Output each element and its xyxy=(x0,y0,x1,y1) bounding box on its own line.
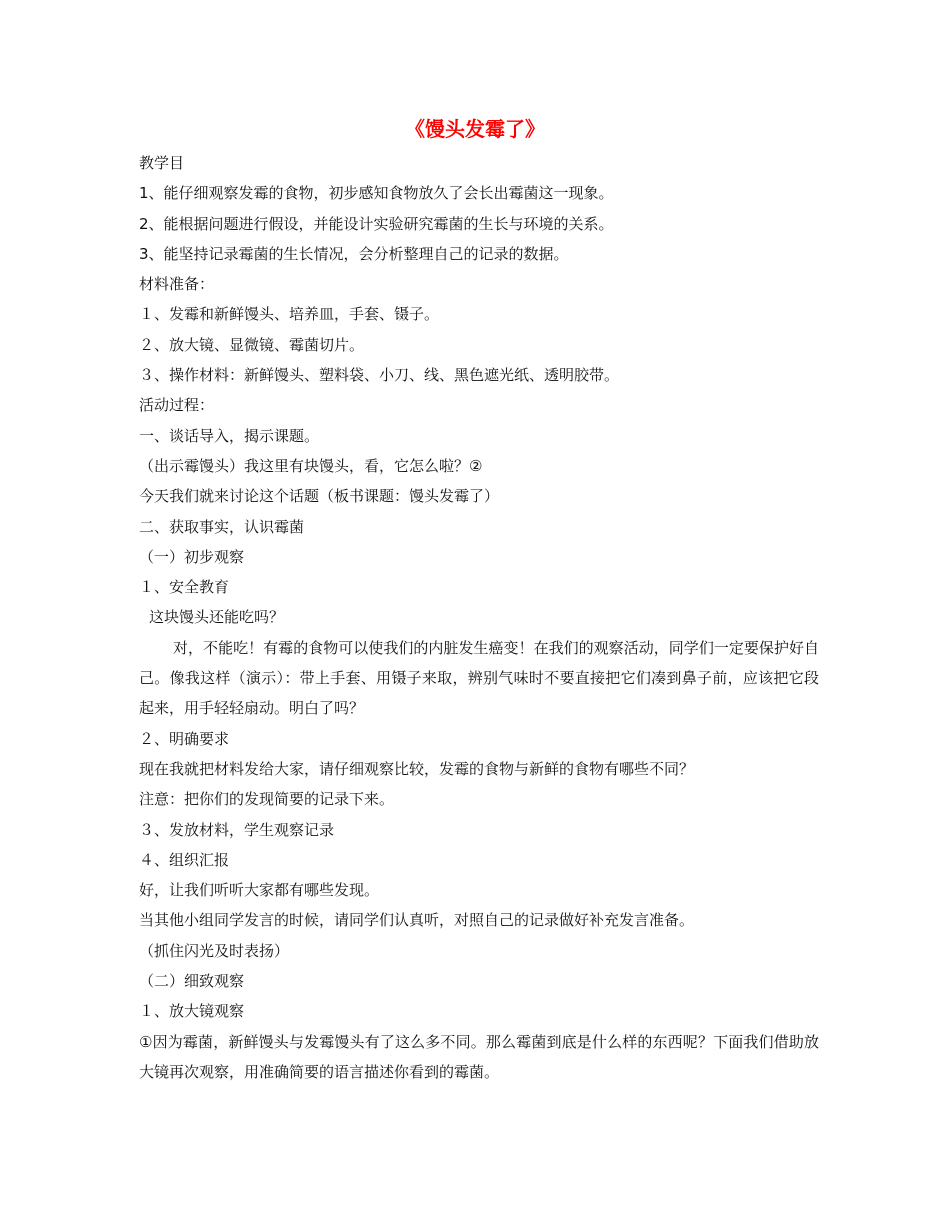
text-line: （抓住闪光及时表扬） xyxy=(139,941,290,960)
list-item: １、放大镜观察 xyxy=(139,1002,245,1021)
list-item: ４、组织汇报 xyxy=(139,850,230,869)
list-item: ２、放大镜、显微镜、霉菌切片。 xyxy=(139,335,365,354)
section-heading: 活动过程： xyxy=(139,396,215,415)
paragraph: ①因为霉菌，新鲜馒头与发霉馒头有了这么多不同。那么霉菌到底是什么样的东西呢？下面我们借助放大镜再次观察，用准确简要的语言描述你看到的霉菌。 xyxy=(139,1032,819,1081)
text-line: 今天我们就来讨论这个话题（板书课题：馒头发霉了） xyxy=(139,487,500,506)
section-heading: 二、获取事实，认识霉菌 xyxy=(139,517,305,536)
section-heading: 教学目 xyxy=(139,154,185,172)
text-line: 2、能根据问题进行假设，并能设计实验研究霉菌的生长与环境的关系。 xyxy=(139,214,614,233)
text-line: 当其他小组同学发言的时候，请同学们认真听，对照自己的记录做好补充发言准备。 xyxy=(139,911,695,930)
list-item: １、发霉和新鲜馒头、培养皿，手套、镊子。 xyxy=(139,305,440,324)
text-line: 注意：把你们的发现简要的记录下来。 xyxy=(139,790,395,809)
text-line: 一、谈话导入，揭示课题。 xyxy=(139,426,320,445)
section-heading: 材料准备： xyxy=(139,275,215,294)
subsection-heading: （一）初步观察 xyxy=(139,547,245,566)
text-line: 好，让我们听听大家都有哪些发现。 xyxy=(139,881,380,900)
document-body xyxy=(139,148,819,1087)
list-item: ３、操作材料：新鲜馒头、塑料袋、小刀、线、黑色遮光纸、透明胶带。 xyxy=(139,366,620,385)
text-line: 1、能仔细观察发霉的食物，初步感知食物放久了会长出霉菌这一现象。 xyxy=(139,184,614,203)
text-line: （出示霉馒头）我这里有块馒头，看，它怎么啦？② xyxy=(139,456,483,475)
list-item: ３、发放材料，学生观察记录 xyxy=(139,820,335,839)
subsection-heading: （二）细致观察 xyxy=(139,972,245,991)
list-item: ２、明确要求 xyxy=(139,729,230,748)
text-line: 3、能坚持记录霉菌的生长情况，会分析整理自己的记录的数据。 xyxy=(139,244,569,263)
document-title: 《馒头发霉了》 xyxy=(405,117,545,141)
paragraph: 对，不能吃！有霉的食物可以使我们的内脏发生癌变！在我们的观察活动，同学们一定要保护好自己。像我这样（演示）：带上手套、用镊子来取，辨别气味时不要直接把它们凑到鼻子前，应该把它段起来，用手轻轻扇动。明白了吗？ xyxy=(139,638,819,718)
list-item: １、安全教育 xyxy=(139,578,230,597)
text-line: 现在我就把材料发给大家，请仔细观察比较，发霉的食物与新鲜的食物有哪些不同？ xyxy=(139,759,695,778)
text-line: 这块馒头还能吃吗？ xyxy=(149,608,285,627)
